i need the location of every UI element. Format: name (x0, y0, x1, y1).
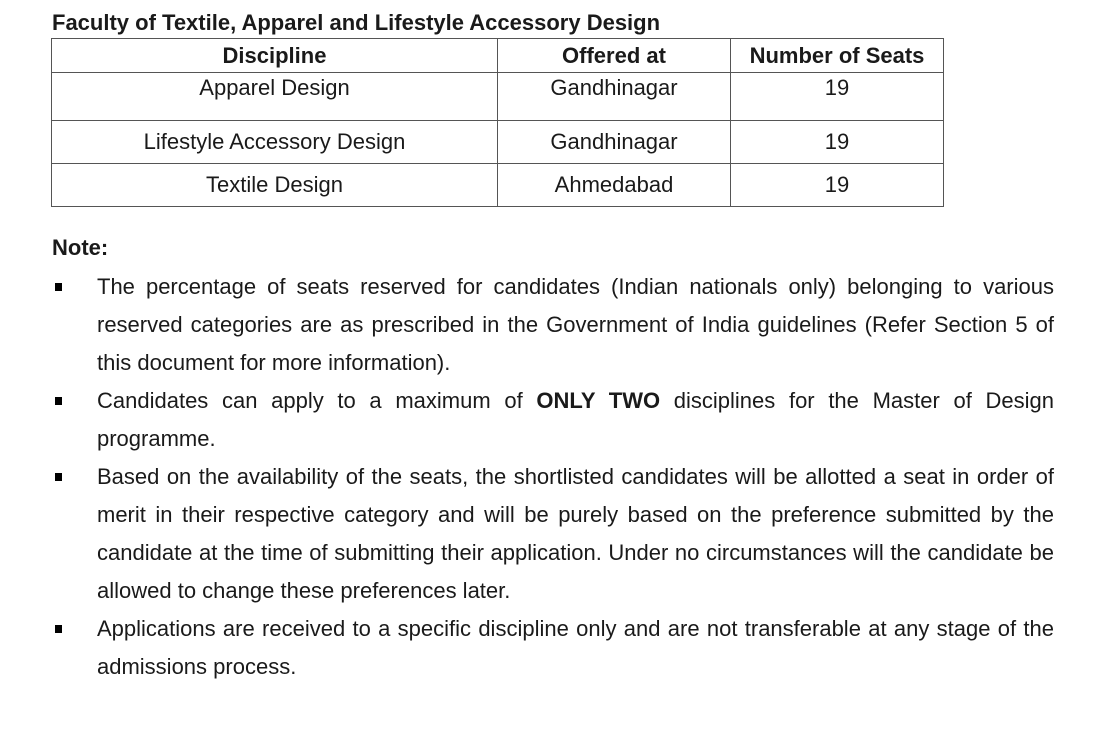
column-header-discipline: Discipline (52, 39, 498, 73)
column-header-number-of-seats: Number of Seats (731, 39, 944, 73)
table-row (52, 121, 944, 164)
table-row (52, 164, 944, 207)
seats-cell: 19 (731, 73, 944, 121)
note-heading: Note: (52, 235, 109, 260)
discipline-cell: Textile Design (52, 164, 498, 207)
list-item (52, 382, 1054, 458)
square-bullet-icon (55, 625, 62, 633)
offered-at-cell: Gandhinagar (498, 121, 731, 164)
square-bullet-icon (55, 283, 62, 291)
note-emphasis: ONLY TWO (536, 388, 661, 413)
note-text-after: disciplines for the Master of Design programme. (97, 388, 1055, 451)
discipline-cell: Lifestyle Accessory Design (52, 121, 498, 164)
discipline-cell: Apparel Design (52, 73, 498, 121)
seats-cell: 19 (731, 164, 944, 207)
list-item (52, 268, 1054, 382)
note-text: Applications are received to a specific discipline only and are not transferable at any stage of the admissions process. (97, 616, 1054, 679)
square-bullet-icon (55, 397, 62, 405)
column-header-offered-at: Offered at (498, 39, 731, 73)
offered-at-cell: Ahmedabad (498, 164, 731, 207)
note-text: The percentage of seats reserved for candidates (Indian nationals only) belonging to various reserved categories are as prescribed in the Government of India guidelines (Refer Section 5 of this document for more information). (97, 274, 1054, 375)
note-text: Based on the availability of the seats, the shortlisted candidates will be allotted a seat in order of merit in their respective category and will be purely based on the preference submitted by the candidate at the time of submitting their application. Under no circumstances will the candidate be allowed to change these preferences later. (97, 464, 1054, 603)
notes-list (52, 268, 1054, 686)
list-item (52, 458, 1054, 610)
list-item (52, 610, 1054, 686)
seats-cell: 19 (731, 121, 944, 164)
table-header-row (52, 39, 944, 73)
note-text-before: Candidates can apply to a maximum of (97, 388, 537, 413)
section-title: Faculty of Textile, Apparel and Lifestyle Accessory Design (52, 10, 661, 35)
offered-at-cell: Gandhinagar (498, 73, 731, 121)
seats-table (51, 38, 944, 207)
table-row (52, 73, 944, 121)
square-bullet-icon (55, 473, 62, 481)
